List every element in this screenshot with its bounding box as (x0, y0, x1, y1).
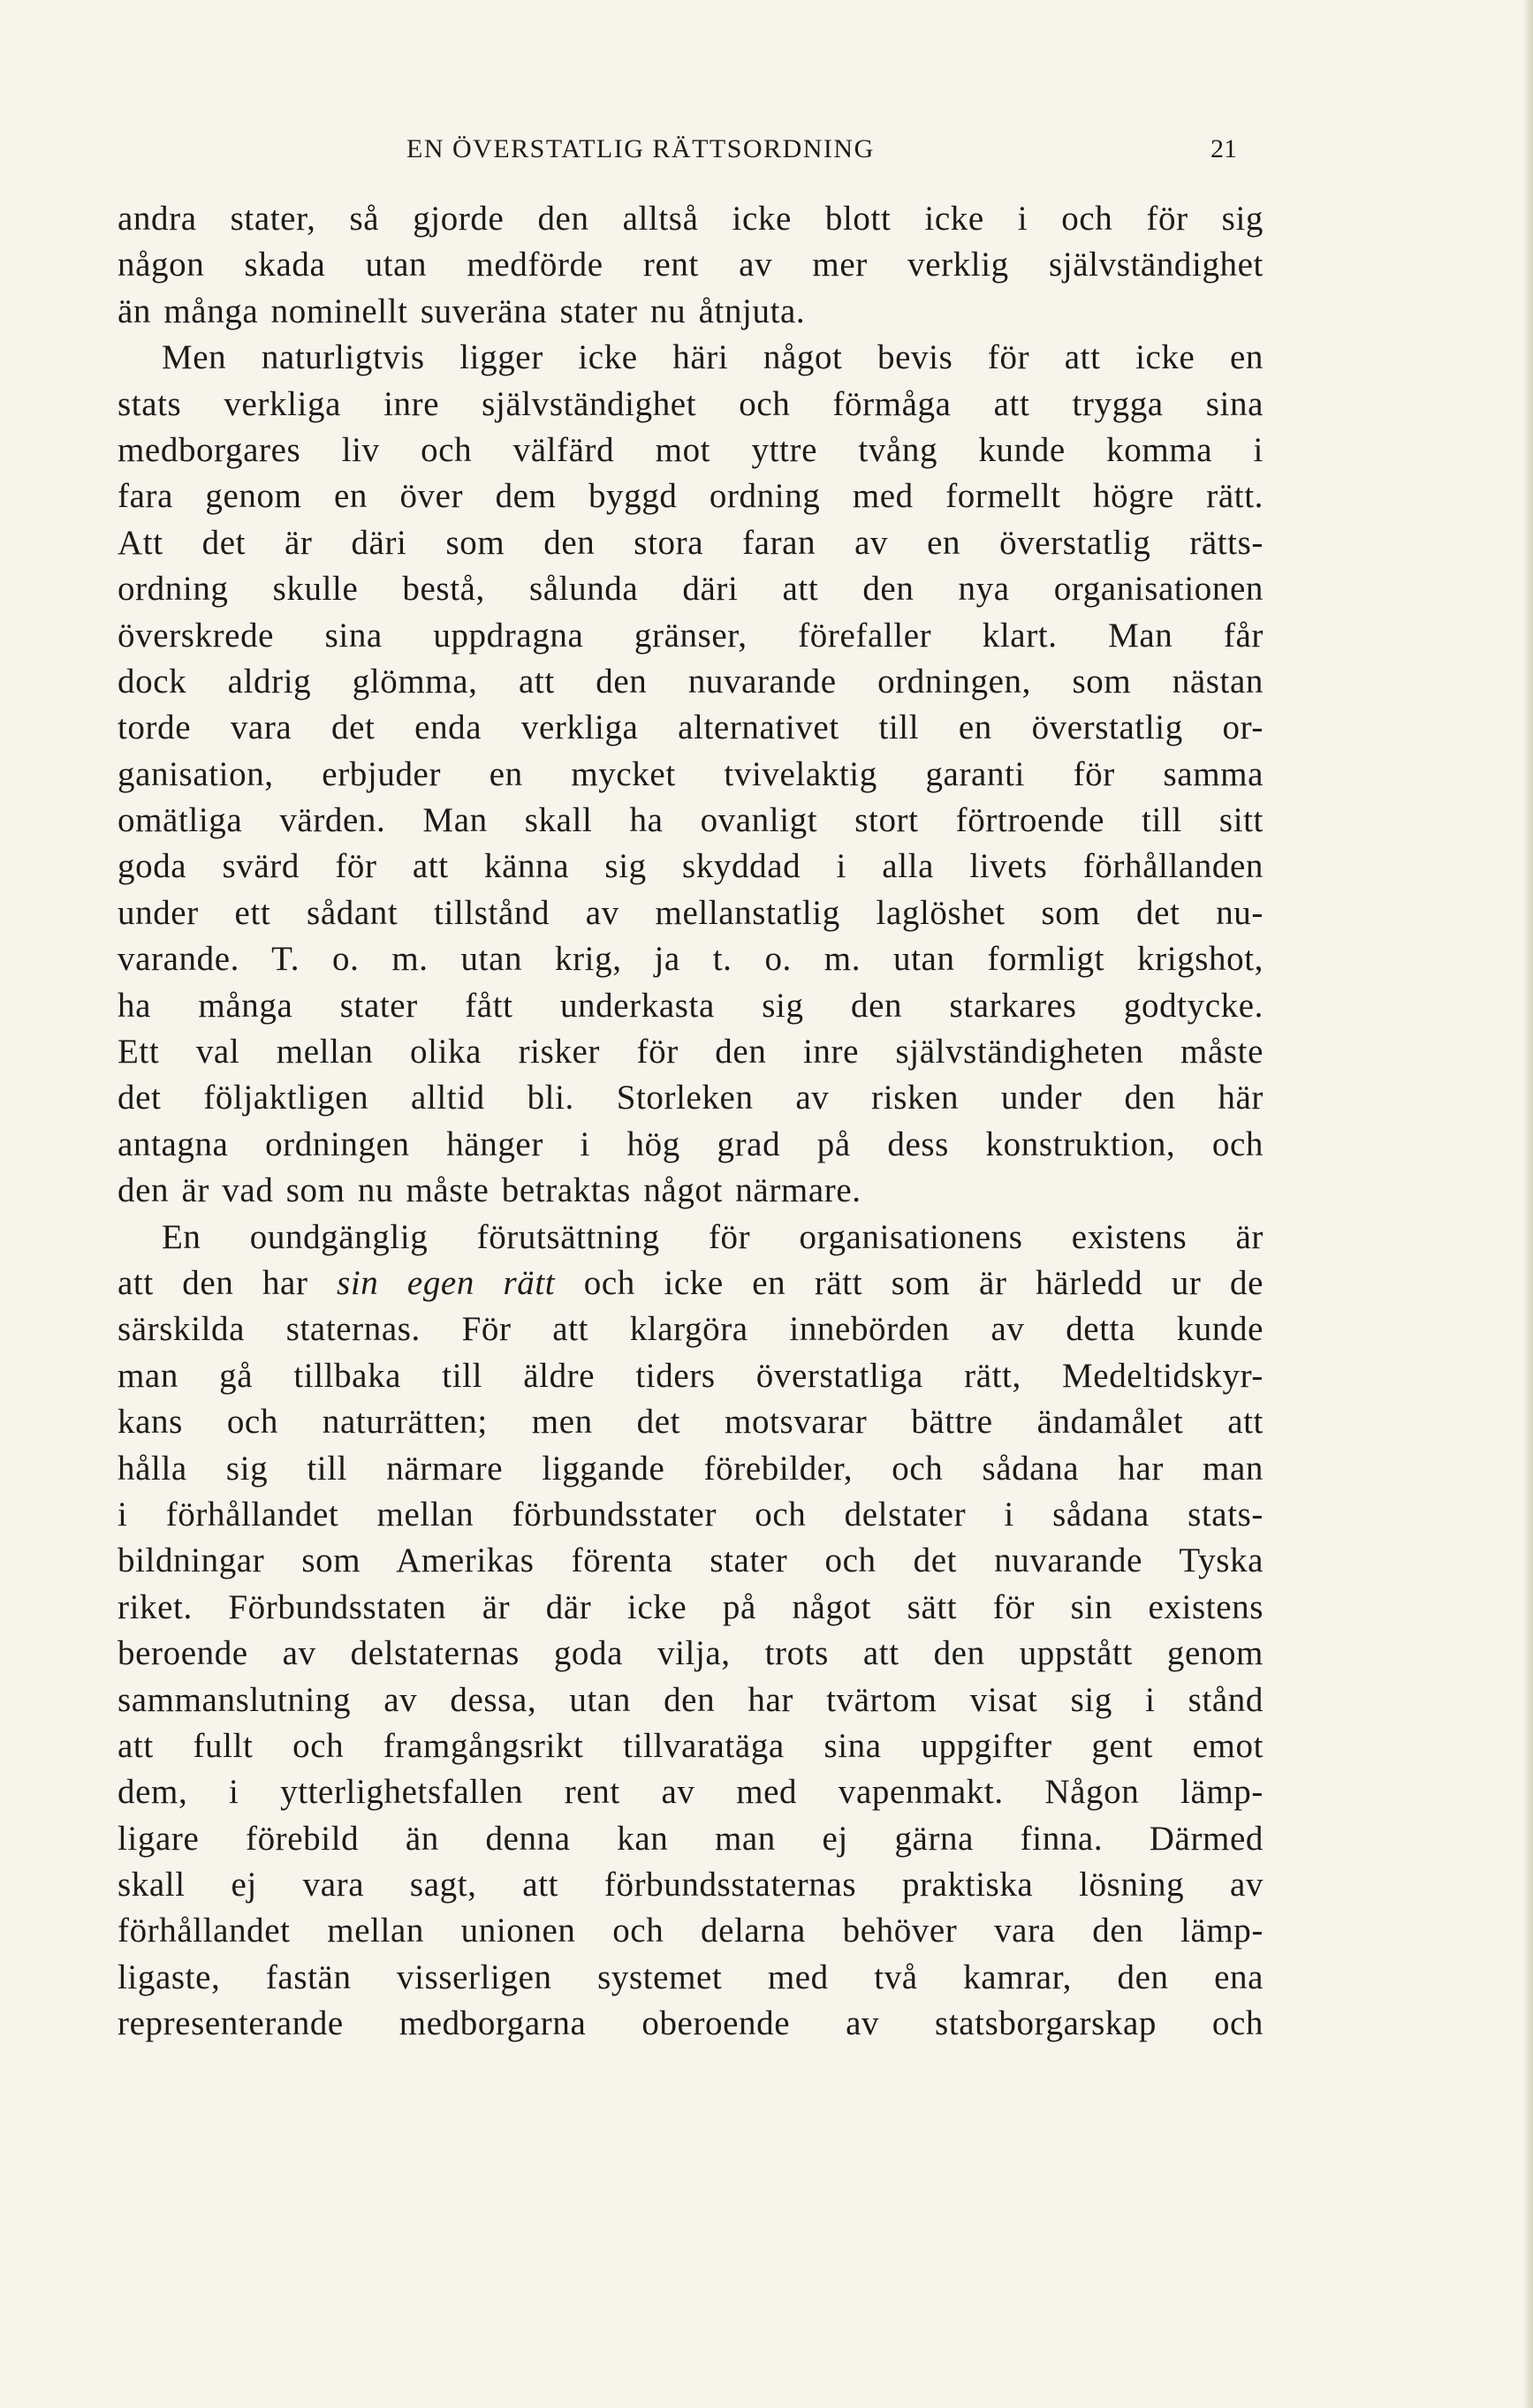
text-line: torde vara det enda verkliga alternativet till en överstatlig or- (118, 708, 1264, 747)
text-line: goda svärd för att känna sig skyddad i alla livets förhållanden (118, 847, 1264, 886)
text-line: särskilda staternas. För att klargöra innebörden av detta kunde (118, 1310, 1264, 1349)
text-line: ordning skulle bestå, sålunda däri att den nya organisationen (118, 570, 1264, 609)
text-line: någon skada utan medförde rent av mer verklig självständighet (118, 246, 1264, 284)
text-line: dem, i ytterlighetsfallen rent av med vapenmakt. Någon lämp- (118, 1773, 1264, 1812)
text-line: ligaste, fastän visserligen systemet med två kamrar, den ena (118, 1957, 1264, 1996)
page-number: 21 (1210, 134, 1237, 163)
text-line: antagna ordningen hänger i hög grad på dess konstruktion, och (118, 1124, 1264, 1163)
text-line: skall ej vara sagt, att förbundsstaternas praktiska lösning av (118, 1866, 1264, 1904)
text-line: överskrede sina uppdragna gränser, förefaller klart. Man får (118, 616, 1264, 655)
text-line: andra stater, så gjorde den alltså icke blott icke i och för sig (118, 200, 1264, 238)
page-edge-shadow (1522, 0, 1533, 2408)
text-line: den är vad som nu måste betraktas något närmare. (118, 1171, 861, 1210)
text-line: ligare förebild än denna kan man ej gärna finna. Därmed (118, 1819, 1264, 1858)
text-line: bildningar som Amerikas förenta stater och det nuvarande Tyska (118, 1541, 1264, 1580)
text-line: Att det är däri som den stora faran av en överstatlig rätts- (118, 523, 1264, 562)
text-segment: att den har (118, 1263, 338, 1302)
text-line: stats verkliga inre självständighet och förmåga att trygga sina (118, 384, 1264, 423)
text-line: representerande medborgarna oberoende av statsborgarskap och (118, 2004, 1264, 2043)
text-line: hålla sig till närmare liggande förebilder, och sådana har man (118, 1449, 1264, 1488)
text-line: ganisation, erbjuder en mycket tvivelaktig garanti för samma (118, 754, 1264, 793)
text-line: i förhållandet mellan förbundsstater och delstater i sådana stats- (118, 1495, 1264, 1533)
text-segment: och icke en rätt som är härledd ur de (555, 1263, 1264, 1302)
body-text (118, 196, 1264, 2048)
page-header (0, 134, 1533, 178)
text-line: riket. Förbundsstaten är där icke på något sätt för sin existens (118, 1587, 1264, 1626)
text-line: man gå tillbaka till äldre tiders överstatliga rätt, Medeltidskyr- (118, 1356, 1264, 1395)
text-line: En oundgänglig förutsättning för organisationens existens är (162, 1217, 1264, 1256)
text-line: förhållandet mellan unionen och delarna behöver vara den lämp- (118, 1912, 1264, 1950)
text-line: Ett val mellan olika risker för den inre självständigheten måste (118, 1033, 1264, 1071)
text-line: dock aldrig glömma, att den nuvarande ordningen, som nästan (118, 662, 1264, 700)
text-line: varande. T. o. m. utan krig, ja t. o. m. utan formligt krigshot, (118, 940, 1264, 979)
running-title: EN ÖVERSTATLIG RÄTTSORDNING (406, 134, 875, 163)
text-line: ha många stater fått underkasta sig den starkares godtycke. (118, 986, 1264, 1025)
text-line: det följaktligen alltid bli. Storleken av risken under den här (118, 1079, 1264, 1117)
text-line: omätliga värden. Man skall ha ovanligt stort förtroende till sitt (118, 801, 1264, 840)
text-line: Men naturligtvis ligger icke häri något bevis för att icke en (162, 338, 1264, 377)
text-line: sammanslutning av dessa, utan den har tvärtom visat sig i stånd (118, 1680, 1264, 1719)
text-line: under ett sådant tillstånd av mellanstatlig laglöshet som det nu- (118, 893, 1264, 932)
text-line: medborgares liv och välfärd mot yttre tvång kunde komma i (118, 430, 1264, 469)
text-line: än många nominellt suveräna stater nu åtnjuta. (118, 292, 806, 330)
text-line: beroende av delstaternas goda vilja, trots att den uppstått genom (118, 1634, 1264, 1673)
italic-phrase: sin egen rätt (337, 1263, 556, 1302)
text-line: att fullt och framgångsrikt tillvaratäga sina uppgifter gent emot (118, 1726, 1264, 1765)
text-line (118, 1261, 1264, 1306)
text-line: kans och naturrätten; men det motsvarar bättre ändamålet att (118, 1403, 1264, 1442)
text-line: fara genom en över dem byggd ordning med formellt högre rätt. (118, 477, 1264, 516)
